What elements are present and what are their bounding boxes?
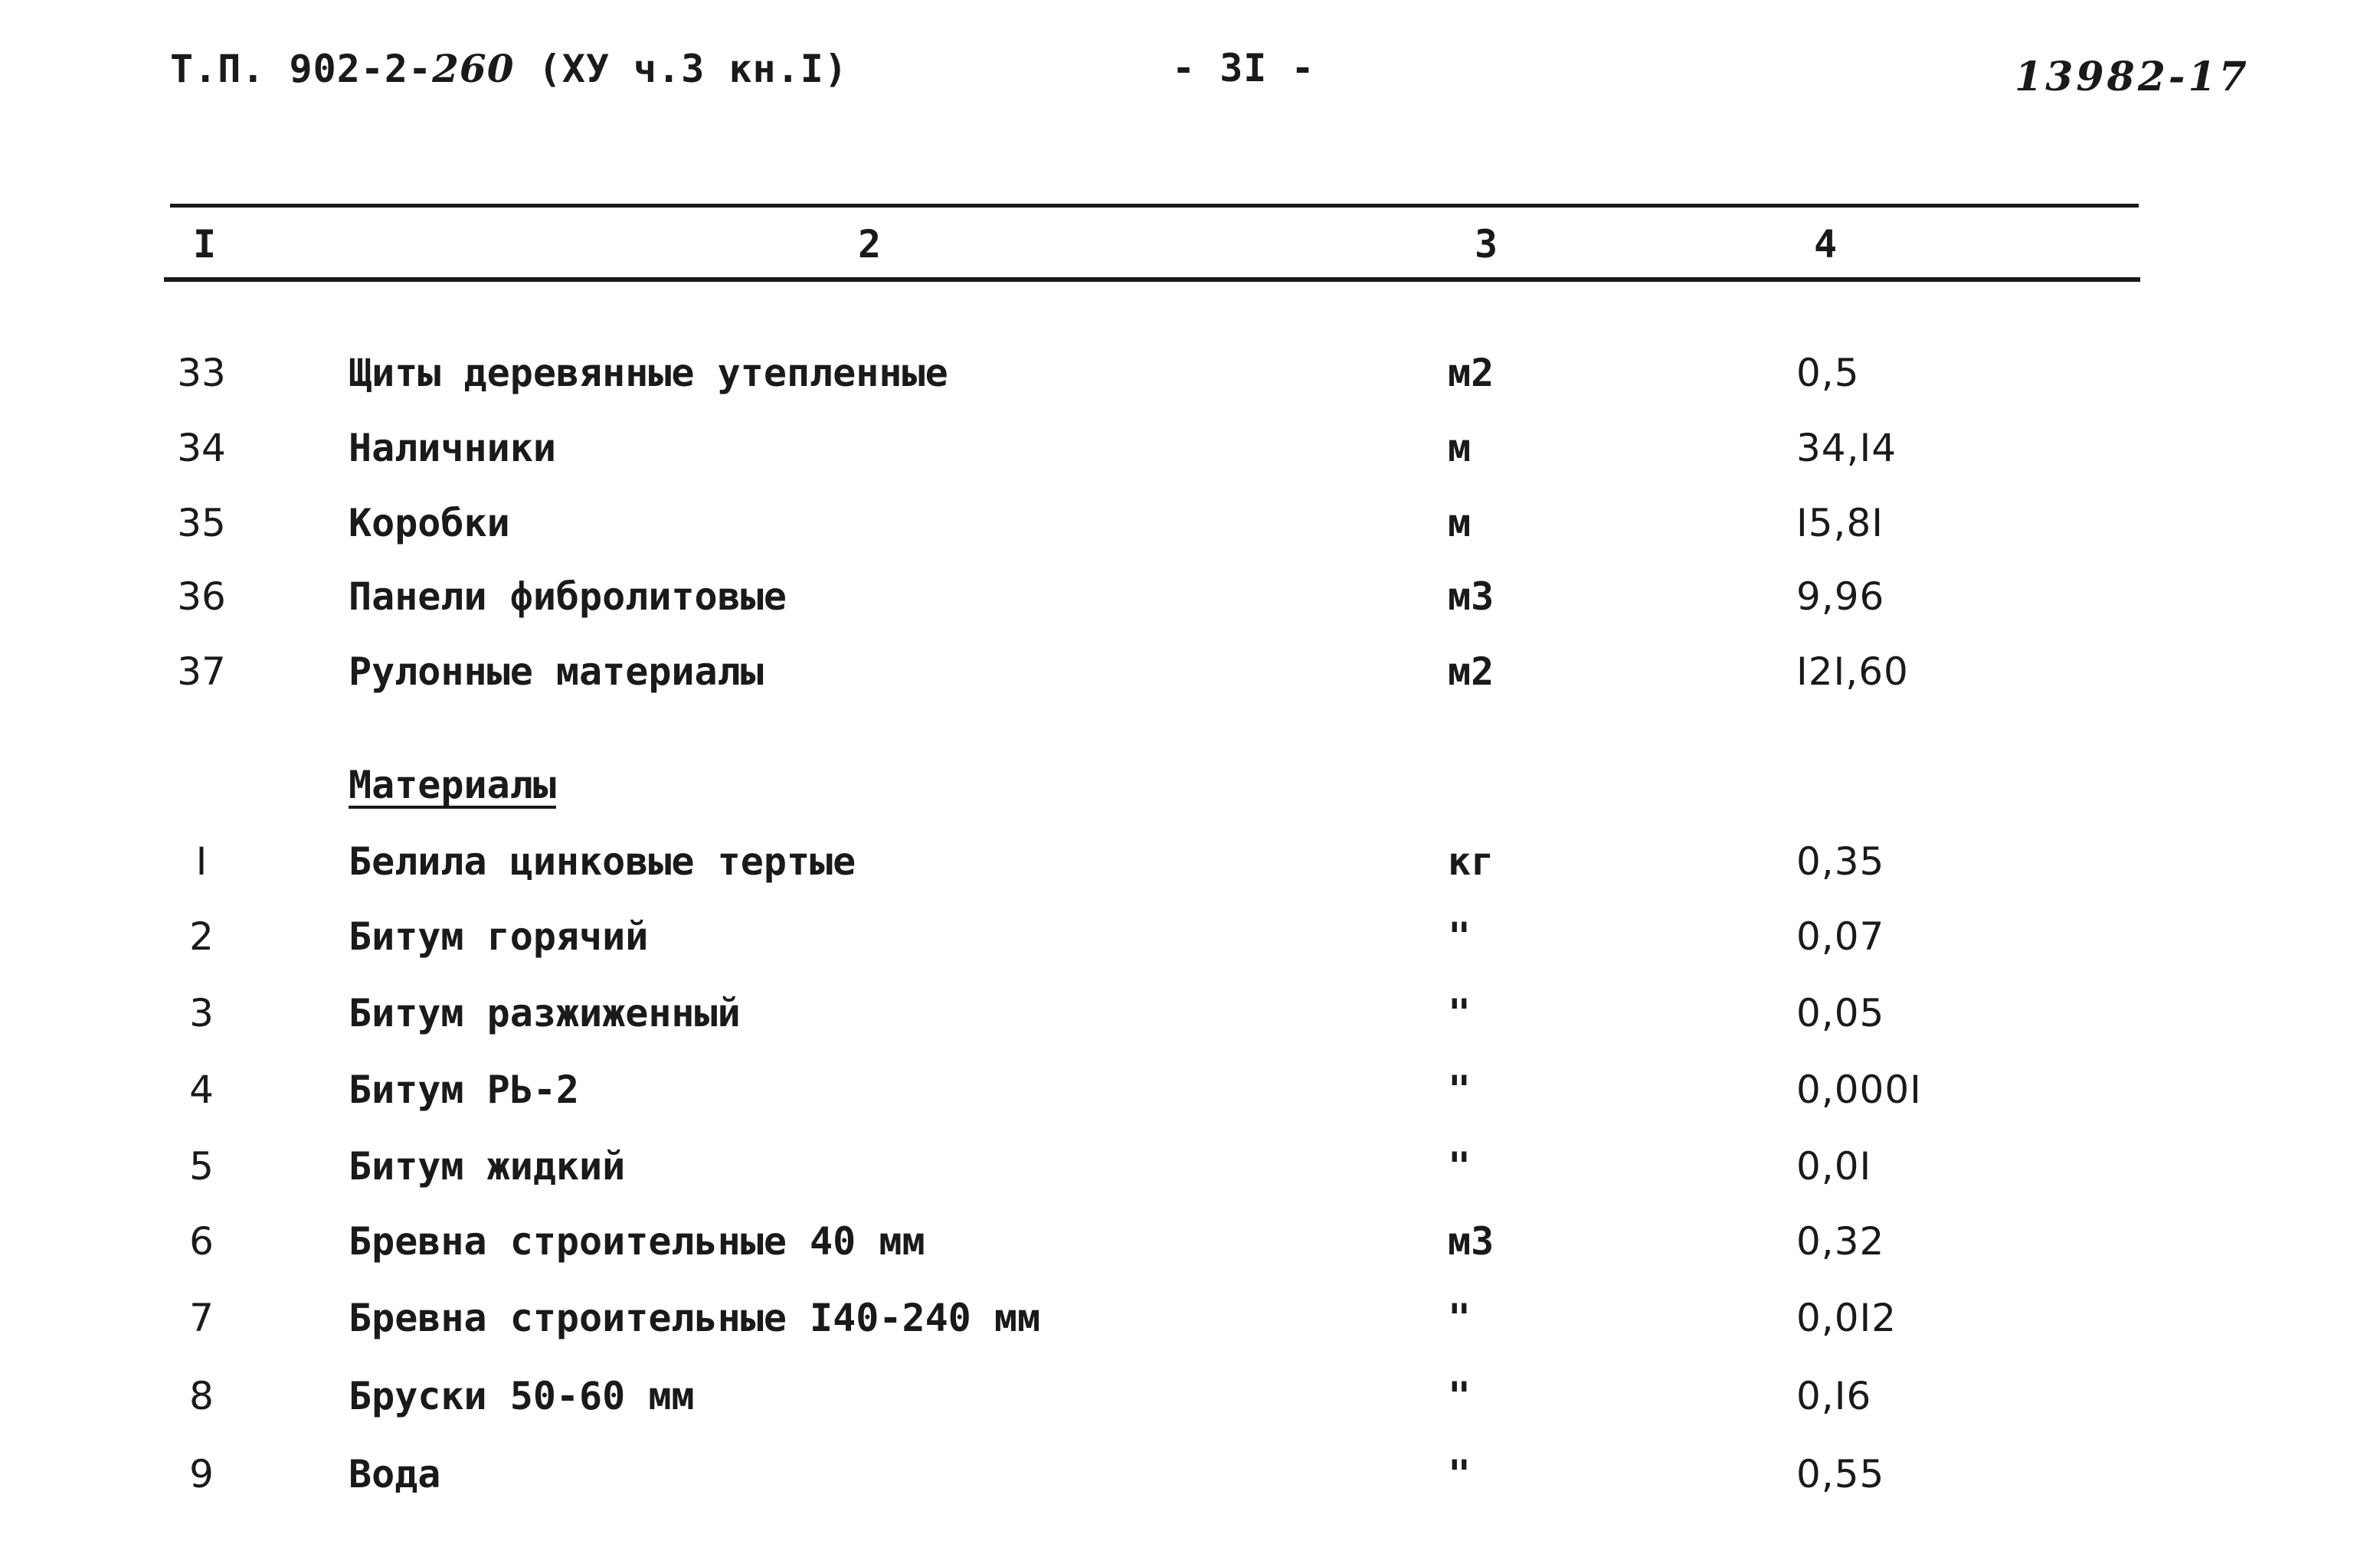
row-name: Битум жидкий — [349, 1144, 626, 1189]
section-title: Материалы — [349, 763, 556, 807]
row-unit: кг — [1448, 839, 1494, 884]
row-quantity: I2I,60 — [1796, 649, 1909, 694]
row-unit: м3 — [1448, 574, 1494, 619]
table-row — [0, 1296, 2380, 1357]
row-number: 9 — [189, 1452, 214, 1496]
table-row — [0, 574, 2380, 636]
row-name: Битум разжиженный — [349, 991, 741, 1035]
table-row — [0, 649, 2380, 711]
row-unit: " — [1448, 1296, 1472, 1340]
row-number: 36 — [177, 574, 226, 619]
document-code-handwritten: 260 — [432, 46, 515, 91]
table-row — [0, 914, 2380, 976]
row-unit: " — [1448, 1068, 1472, 1112]
row-quantity: 0,07 — [1796, 914, 1885, 959]
row-number: 33 — [177, 351, 226, 395]
table-header-rule — [164, 277, 2140, 282]
row-name: Белила цинковые тертые — [349, 839, 856, 884]
row-name: Битум горячий — [349, 914, 649, 959]
table-row — [0, 1144, 2380, 1205]
row-number: 6 — [189, 1219, 214, 1264]
table-row — [0, 1374, 2380, 1435]
table-row — [0, 426, 2380, 487]
row-unit: " — [1448, 1452, 1472, 1496]
row-name: Бруски 50-60 мм — [349, 1374, 695, 1418]
archive-number: 13982-17 — [2015, 54, 2250, 100]
row-quantity: 0,5 — [1796, 351, 1860, 395]
row-unit: " — [1448, 991, 1472, 1035]
row-name: Наличники — [349, 426, 556, 470]
row-name: Вода — [349, 1452, 441, 1496]
row-number: 35 — [177, 501, 226, 545]
document-code-prefix: Т.П. 902-2- — [170, 47, 433, 91]
row-number: 34 — [177, 426, 226, 470]
row-number: 8 — [189, 1374, 214, 1418]
table-row — [0, 991, 2380, 1052]
row-quantity: 0,05 — [1796, 991, 1885, 1035]
row-quantity: 34,I4 — [1796, 426, 1897, 470]
row-name: Бревна строительные 40 мм — [349, 1219, 925, 1264]
row-unit: м — [1448, 426, 1472, 470]
row-number: 2 — [189, 914, 214, 959]
row-unit: " — [1448, 1144, 1472, 1189]
row-quantity: 0,000I — [1796, 1068, 1922, 1112]
table-row — [0, 501, 2380, 562]
row-number: 3 — [189, 991, 214, 1035]
row-name: Коробки — [349, 501, 510, 545]
table-row — [0, 839, 2380, 901]
row-name: Панели фибролитовые — [349, 574, 787, 619]
row-number: 7 — [189, 1296, 214, 1340]
column-header-2: 2 — [858, 222, 882, 267]
page-number: - 3I - — [1172, 46, 1315, 90]
table-top-rule — [170, 204, 2139, 208]
table-row — [0, 1452, 2380, 1513]
row-quantity: I5,8I — [1796, 501, 1884, 545]
row-name: Бревна строительные I40-240 мм — [349, 1296, 1041, 1340]
row-unit: м2 — [1448, 351, 1494, 395]
document-code-suffix: (ХУ ч.3 кн.I) — [514, 47, 848, 91]
row-quantity: 0,0I — [1796, 1144, 1872, 1189]
row-unit: " — [1448, 914, 1472, 959]
table-row — [0, 1219, 2380, 1280]
document-code — [170, 46, 848, 91]
row-unit: м2 — [1448, 649, 1494, 694]
row-quantity: 9,96 — [1796, 574, 1885, 619]
row-unit: м — [1448, 501, 1472, 545]
column-header-1: I — [193, 222, 217, 267]
row-name: Рулонные материалы — [349, 649, 764, 694]
row-quantity: 0,32 — [1796, 1219, 1885, 1264]
row-number: I — [195, 839, 208, 884]
table-row — [0, 1068, 2380, 1129]
row-number: 5 — [189, 1144, 214, 1189]
row-name: Битум РЬ-2 — [349, 1068, 580, 1112]
row-quantity: 0,0I2 — [1796, 1296, 1897, 1340]
row-number: 4 — [189, 1068, 214, 1112]
row-quantity: 0,35 — [1796, 839, 1885, 884]
row-unit: м3 — [1448, 1219, 1494, 1264]
row-quantity: 0,55 — [1796, 1452, 1885, 1496]
column-header-4: 4 — [1814, 222, 1838, 267]
column-header-3: 3 — [1475, 222, 1498, 267]
row-number: 37 — [177, 649, 226, 694]
table-row — [0, 351, 2380, 412]
row-quantity: 0,I6 — [1796, 1374, 1872, 1418]
row-name: Щиты деревянные утепленные — [349, 351, 948, 395]
row-unit: " — [1448, 1374, 1472, 1418]
